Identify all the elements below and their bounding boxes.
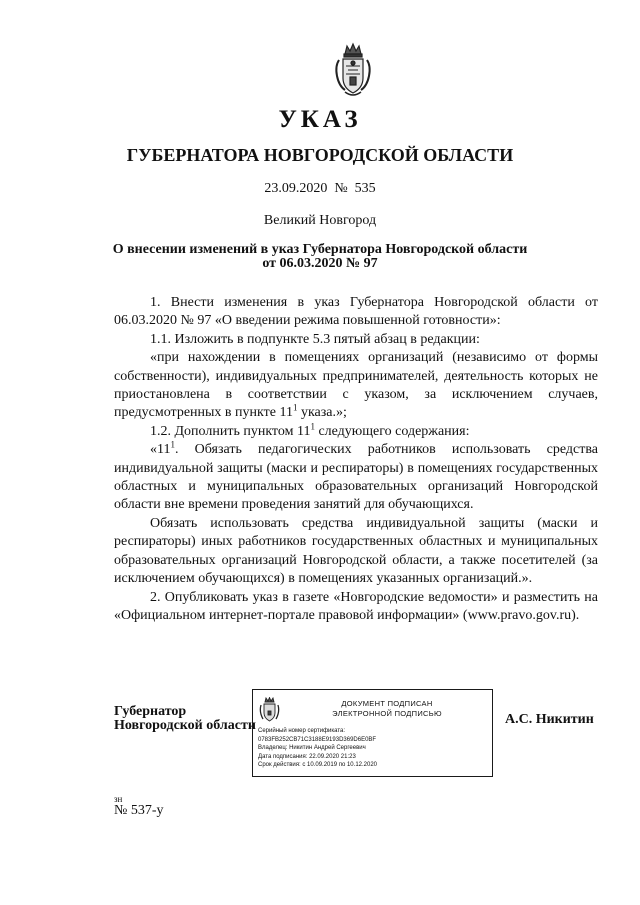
stamp-signed-at: Дата подписания: 22.09.2020 21:23 [258,753,356,760]
paragraph-quote-text: «при нахождении в помещениях организаций (независимо от формы собственности), индивидуальных предпринимателей, деятельность которых не приостановлена в соответствии с указом, за исключением случаев, предусмотренных в пункте 11 [114,350,598,421]
document-heading-line2: от 06.03.2020 № 97 [262,256,378,271]
superscript: 1 [292,402,298,413]
signatory-position [114,705,256,733]
footer-number: № 537-у [114,803,164,818]
coat-of-arms-emblem [331,42,375,100]
paragraph-oblige: Обязать использовать средства индивидуальной защиты (маски и респираторы) иных работников государственных областных и муниципальных образовательных организаций Новгородской области, а также посетителей (за исключением обучающихся) в помещениях указанных организаций.». [114,515,598,587]
decree-title: УКАЗ [278,106,362,133]
number-sign: № [334,181,348,196]
signatory-name: А.С. Никитин [505,712,594,727]
paragraph-1: 1. Внести изменения в указ Губернатора Новгородской области от 06.03.2020 № 97 «О введении режима повышенной готовности»: [114,295,598,329]
stamp-emblem-icon [259,697,280,723]
stamp-owner: Владелец: Никитин Андрей Сергеевич [258,745,366,752]
footer-registration [114,795,164,818]
paragraph-1-1: 1.1. Изложить в подпункте 5.3 пятый абзац в редакции: [150,331,480,347]
paragraph-1-2-text: 1.2. Дополнить пунктом 11 [150,423,311,439]
paragraph-2: 2. Опубликовать указ в газете «Новгородские ведомости» и разместить на «Официальном интернет-портале правовой информации» (www.pravo.gov.ru). [114,589,598,623]
decree-number: 535 [354,181,376,196]
stamp-cert-label: Серийный номер сертификата: [258,728,346,734]
decree-date: 23.09.2020 [264,181,328,196]
paragraph-11-1-start: «11 [150,442,171,458]
paragraph-11-1 [114,441,598,515]
decree-issuer: ГУБЕРНАТОРА НОВГОРОДСКОЙ ОБЛАСТИ [126,145,514,165]
signatory-position-line1: Губернатор [114,704,187,719]
superscript: 1 [170,439,175,450]
document-heading-line1: О внесении изменений в указ Губернатора Новгородской области [112,242,528,257]
document-heading [0,243,640,271]
decree-date-number [0,181,640,197]
footer-note: зн [114,794,123,804]
paragraph-quote-end: указа.»; [297,405,347,421]
stamp-fields [258,727,490,770]
stamp-heading-line1: ДОКУМЕНТ ПОДПИСАН [341,699,433,708]
stamp-heading-line2: ЭЛЕКТРОННОЙ ПОДПИСЬЮ [332,709,442,718]
document-body [114,294,598,625]
stamp-cert-number: 0783FB252CB71C3188E9193D369D6E0BF [258,736,377,743]
paragraph-1-2 [114,423,598,441]
decree-city: Великий Новгород [263,213,377,228]
paragraph-quote [114,349,598,423]
paragraph-11-1-text: . Обязать педагогических работников использовать средства индивидуальной защиты (маски и респираторы) в помещениях государственных областных и муниципальных образовательных организаций Новгородской области вне времени проведения занятий для обучающихся. [114,442,598,513]
signatory-position-line2: Новгородской области [114,718,256,733]
electronic-signature-stamp [252,689,493,777]
superscript: 1 [310,421,315,432]
stamp-validity: Срок действия: с 10.09.2019 по 10.12.2020 [258,762,378,769]
stamp-heading [289,699,485,719]
paragraph-1-2-end: следующего содержания: [314,423,470,439]
